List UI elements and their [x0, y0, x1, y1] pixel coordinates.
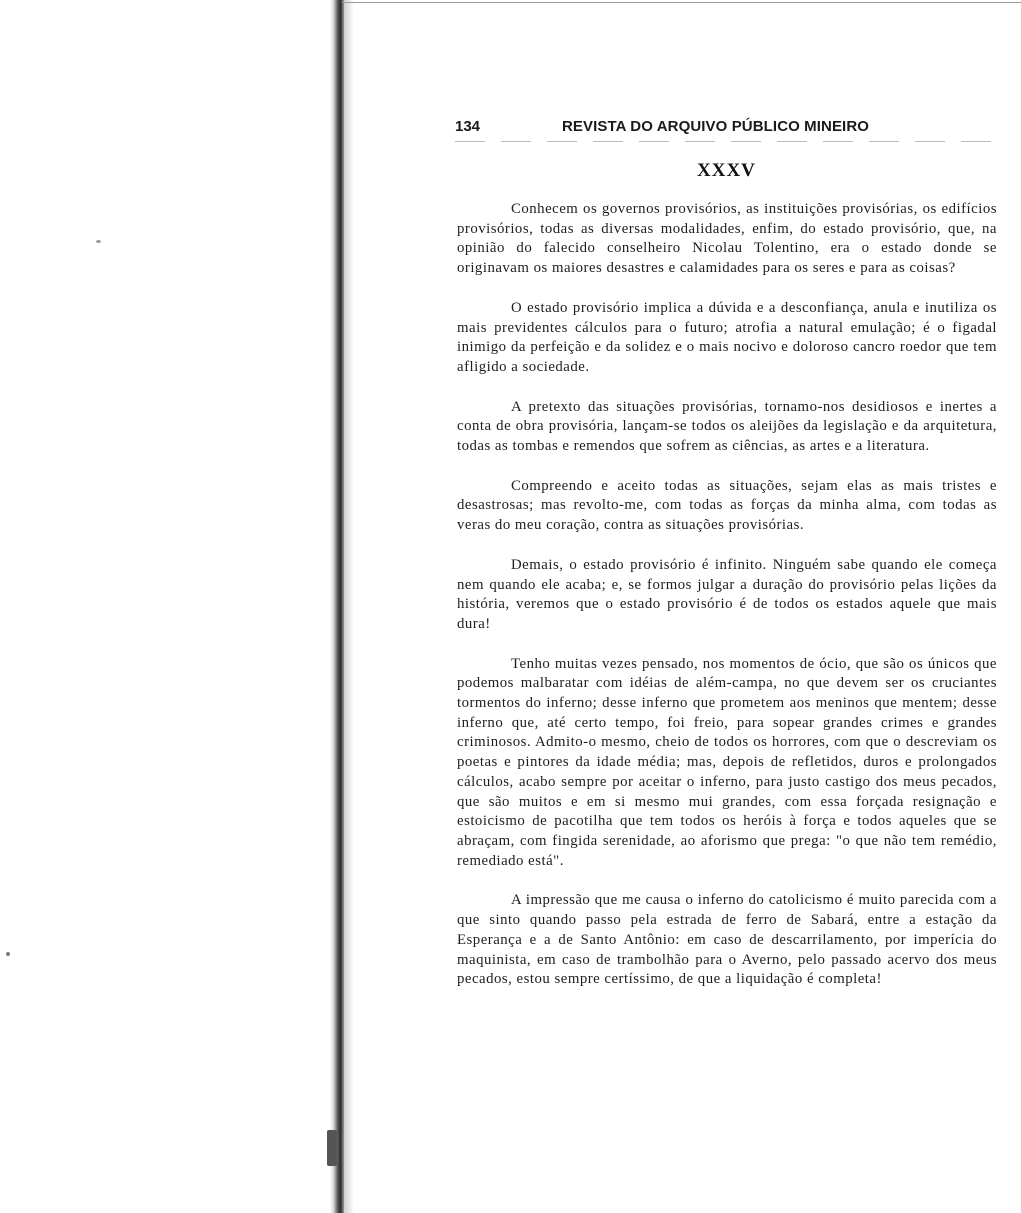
- body-text: [457, 200, 997, 1010]
- paragraph: A impressão que me causa o inferno do catolicismo é muito parecida com a que sinto quando passo pela estrada de ferro de Sabará, entre a estação da Esperança e a de Santo Antônio: em caso de descarrilamento, por imperícia do maquinista, em caso de trambolhão para o Averno, pelo passado acervo dos meus pecados, estou sempre certíssimo, de que a liquidação é completa!: [457, 892, 997, 988]
- page-top-edge: [342, 2, 1021, 3]
- page-number: 134: [455, 118, 481, 135]
- paragraph: O estado provisório implica a dúvida e a desconfiança, anula e inutiliza os mais previdentes cálculos para o futuro; atrofia a natural emulação; é o figadal inimigo da perfeição e da solidez e o mais nocivo e doloroso cancro roedor que tem afligido a sociedade.: [457, 299, 997, 375]
- running-title: REVISTA DO ARQUIVO PÚBLICO MINEIRO: [562, 118, 870, 135]
- book-binding-gutter: [330, 0, 344, 1213]
- paragraph: Conhecem os governos provisórios, as instituições provisórias, os edifícios provisórios, todas as diversas modalidades, enfim, do estado provisório, que, na opinião do falecido conselheiro Nicolau Tolentino, era o estado donde se originavam os maiores desastres e calamidades para os seres e para as coisas?: [457, 201, 997, 277]
- paragraph: Compreendo e aceito todas as situações, sejam elas as mais tristes e desastrosas; mas revolto-me, com todas as forças da minha alma, com todas as veras do meu coração, contra as situações provisórias.: [457, 477, 997, 534]
- header-rule: [455, 141, 1000, 142]
- running-header: [455, 118, 1000, 140]
- gutter-shadow: [344, 0, 354, 1213]
- scan-speck: [96, 240, 101, 243]
- paragraph: A pretexto das situações provisórias, tornamo-nos desidiosos e inertes a conta de obra provisória, lançam-se todos os aleijões da legislação e da arquitetura, todas as tombas e remendos que sofrem as ciências, as artes e a literatura.: [457, 398, 997, 455]
- scan-speck: [6, 952, 10, 956]
- binding-mark: [327, 1130, 337, 1166]
- paragraph: Tenho muitas vezes pensado, nos momentos de ócio, que são os únicos que podemos malbaratar com idéias de além-campa, no que devem ser os cruciantes tormentos do inferno; desse inferno que prometem aos meninos que mentem; desse inferno que, até certo tempo, foi freio, para sopear grandes crimes e grandes criminosos. Admito-o mesmo, cheio de todos os horrores, com que o descreviam os poetas e pintores da idade média; mas, depois de refletidos, duros e prolongados cálculos, acabo sempre por aceitar o inferno, para justo castigo dos meus pecados, que são muitos e em si mesmo mui grandes, com essa forçada resignação e estoicismo de pacotilha que tem todos os heróis à força e todos aqueles que se abraçam, com fingida serenidade, ao aforismo que prega: "o que não tem remédio, remediado está".: [457, 655, 997, 869]
- paragraph: Demais, o estado provisório é infinito. Ninguém sabe quando ele começa nem quando ele acaba; e, se formos julgar a duração do provisório pelas lições da história, veremos que o estado provisório é de todos os estados aquele que mais dura!: [457, 556, 997, 632]
- chapter-heading: XXXV: [697, 160, 756, 181]
